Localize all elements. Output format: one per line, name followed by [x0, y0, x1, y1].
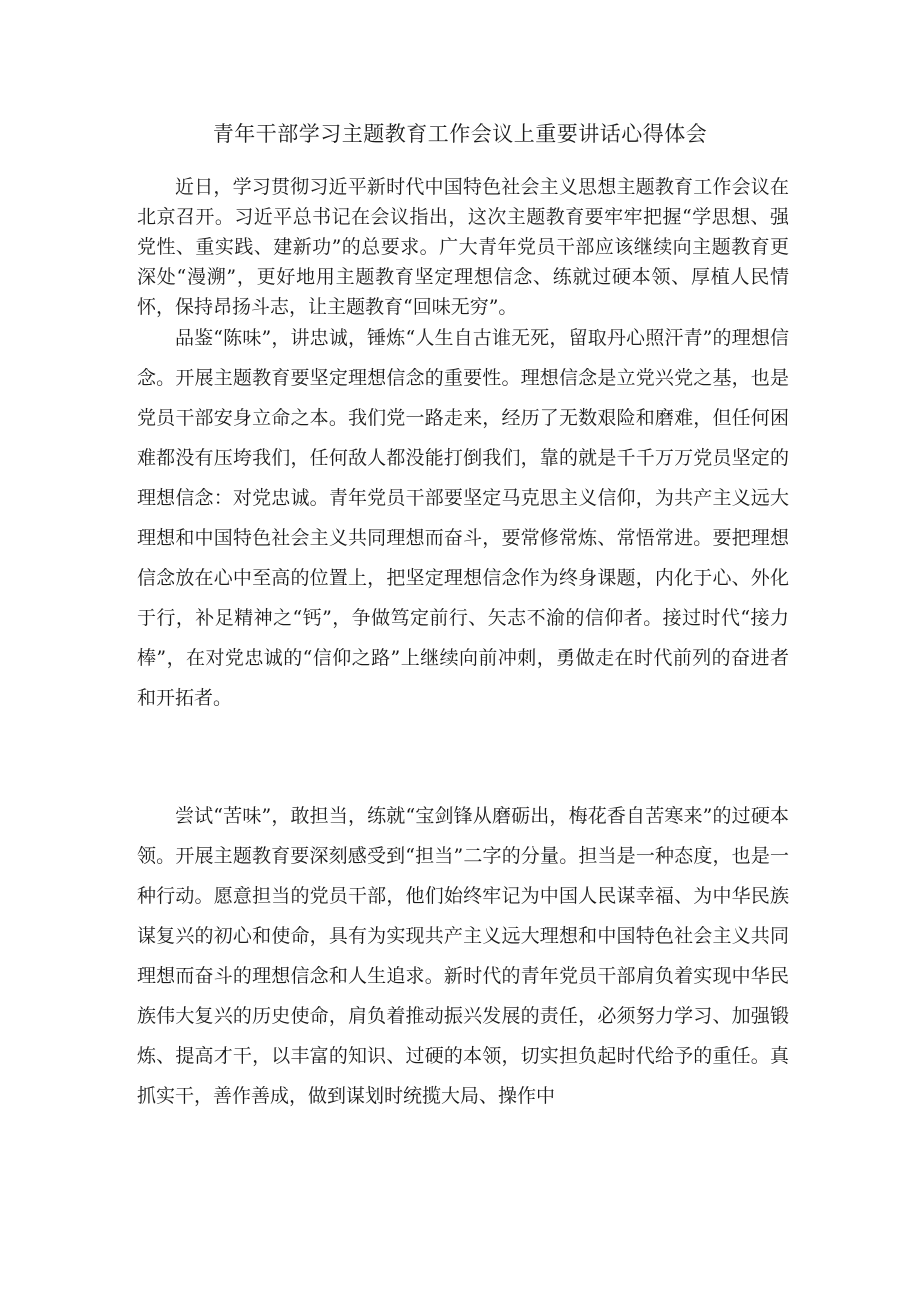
paragraph-responsibility: 尝试“苦味”，敢担当，练就“宝剑锋从磨砺出，梅花香自苦寒来”的过硬本领。开展主题教育要深刻感受到“担当”二字的分量。担当是一种态度，也是一种行动。愿意担当的党员干部，他们始终牢记为中国人民谋幸福、为中华民族谋复兴的初心和使命，具有为实现共产主义远大理想和中国特色社会主义共同理想而奋斗的理想信念和人生追求。新时代的青年党员干部肩负着实现中华民族伟大复兴的历史使命，肩负着推动振兴发展的责任，必须努力学习、加强锻炼、提高才干，以丰富的知识、过硬的本领，切实担负起时代给予的重任。真抓实干，善作善成，做到谋划时统揽大局、操作中: [137, 805, 789, 1107]
document-title: 青年干部学习主题教育工作会议上重要讲话心得体会: [212, 122, 708, 146]
paragraph-intro: 近日，学习贯彻习近平新时代中国特色社会主义思想主题教育工作会议在北京召开。习近平总书记在会议指出，这次主题教育要牢牢把握“学思想、强党性、重实践、建新功”的总要求。广大青年党员干部应该继续向主题教育更深处“漫溯”，更好地用主题教育坚定理想信念、练就过硬本领、厚植人民情怀，保持昂扬斗志，让主题教育“回味无穷”。: [137, 176, 789, 318]
paragraph-ideals: 品鉴“陈味”，讲忠诚，锤炼“人生自古谁无死，留取丹心照汗青”的理想信念。开展主题教育要坚定理想信念的重要性。理想信念是立党兴党之基，也是党员干部安身立命之本。我们党一路走来，经历了无数艰险和磨难，但任何困难都没有压垮我们，任何敌人都没能打倒我们，靠的就是千千万万党员坚定的理想信念：对党忠诚。青年党员干部要坚定马克思主义信仰，为共产主义远大理想和中国特色社会主义共同理想而奋斗，要常修常炼、常悟常进。要把理想信念放在心中至高的位置上，把坚定理想信念作为终身课题，内化于心、外化于行，补足精神之“钙”，争做笃定前行、矢志不渝的信仰者。接过时代“接力棒”，在对党忠诚的“信仰之路”上继续向前冲刺，勇做走在时代前列的奋进者和开拓者。: [137, 327, 789, 709]
